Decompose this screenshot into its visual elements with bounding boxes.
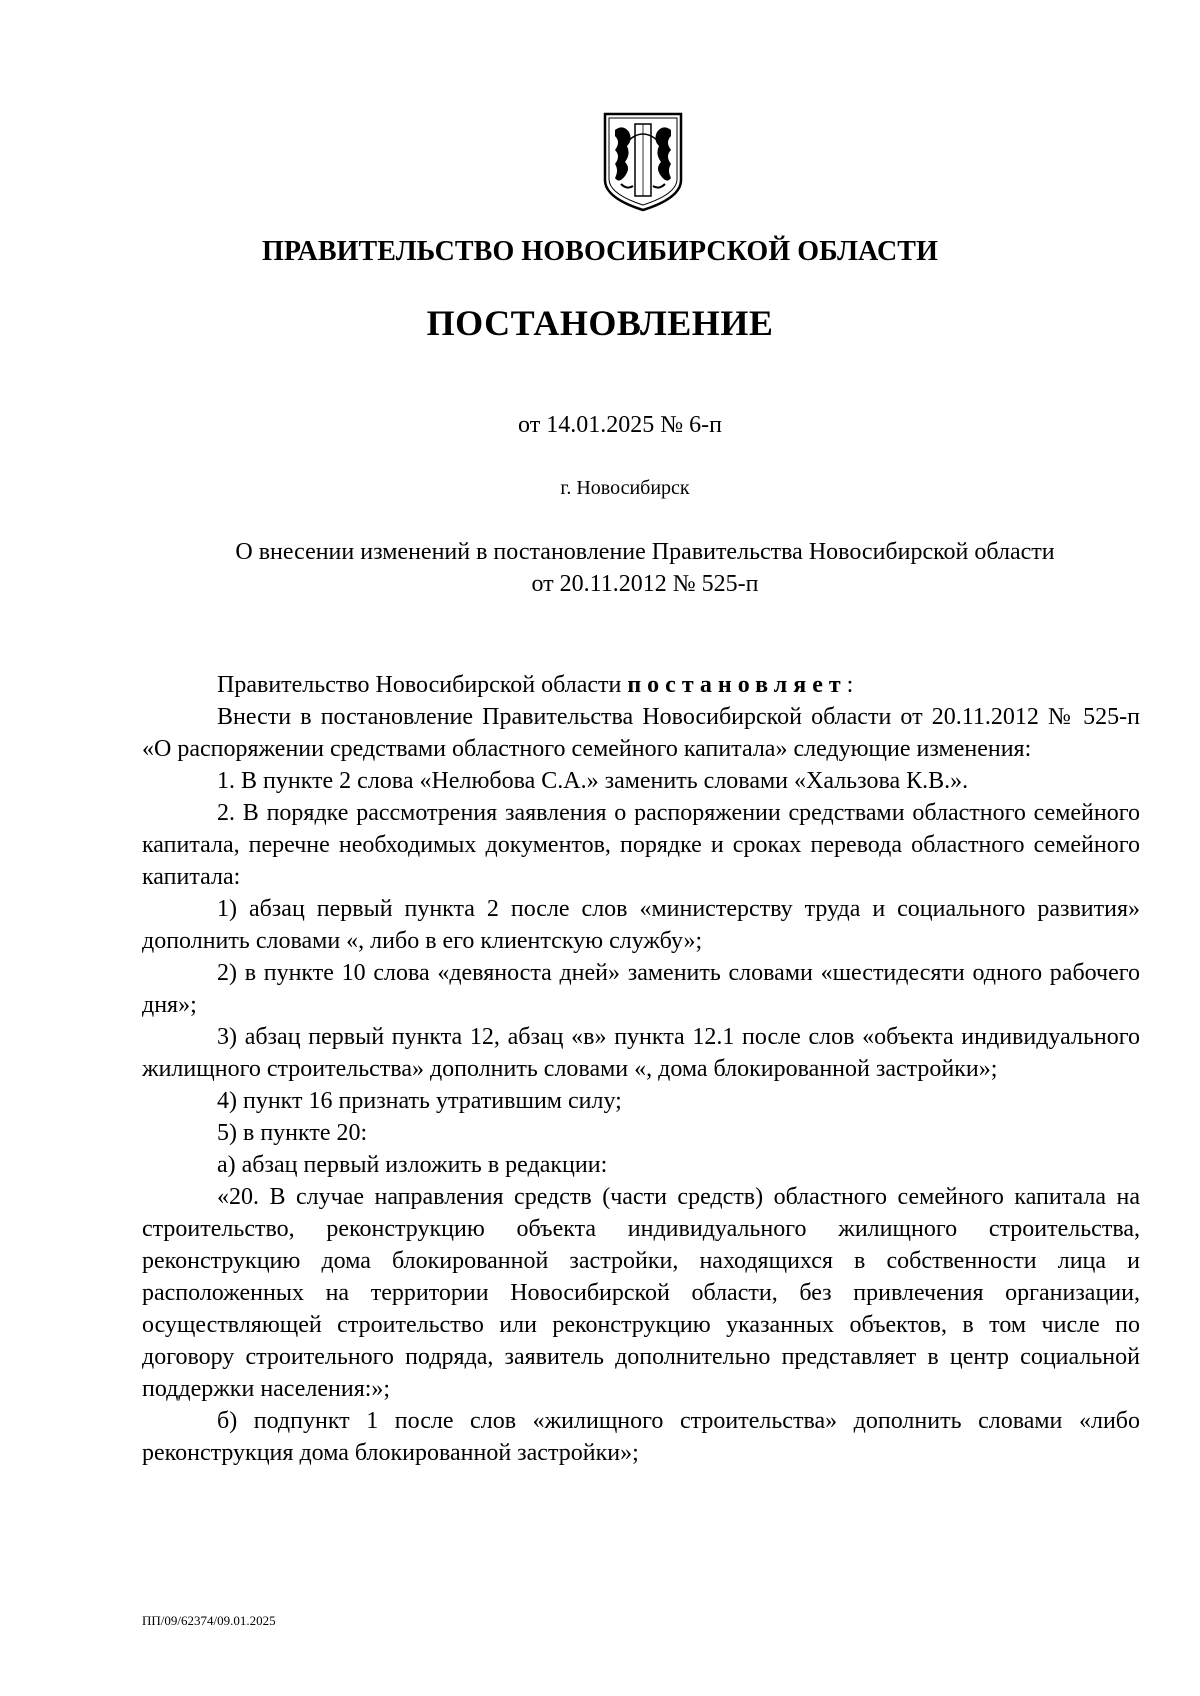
body-paragraph: 3) абзац первый пункта 12, абзац «в» пункта 12.1 после слов «объекта индивидуального жилищного строительства» дополнить словами «, дома блокированной застройки»; <box>142 1024 1140 1082</box>
body-paragraph: 1. В пункте 2 слова «Нелюбова С.А.» заменить словами «Хальзова К.В.». <box>217 768 969 794</box>
body-paragraph: б) подпункт 1 после слов «жилищного строительства» дополнить словами «либо реконструкция дома блокированной застройки»; <box>142 1408 1140 1466</box>
body-paragraph: Внести в постановление Правительства Новосибирской области от 20.11.2012 № 525-п «О распоряжении средствами областного семейного капитала» следующие изменения: <box>142 704 1140 762</box>
intro-spaced-word: постановляет <box>627 672 847 698</box>
novosibirsk-coat-of-arms-icon <box>601 110 685 214</box>
footer-document-code: ПП/09/62374/09.01.2025 <box>142 1613 276 1628</box>
document-body <box>142 669 1140 1469</box>
body-paragraph: «20. В случае направления средств (части средств) областного семейного капитала на строительство, реконструкцию объекта индивидуального жилищного строительства, реконструкцию дома блокированной застройки, находящихся в собственности лица и расположенных на территории Новосибирской области, без привлечения организации, осуществляющей строительство или реконструкцию указанных объектов, в том числе по договору строительного подряда, заявитель дополнительно представляет в центр социальной поддержки населения:»; <box>142 1184 1140 1402</box>
subject-line-1: О внесении изменений в постановление Правительства Новосибирской области <box>235 539 1055 565</box>
body-paragraph: 4) пункт 16 признать утратившим силу; <box>217 1088 622 1114</box>
body-paragraph: а) абзац первый изложить в редакции: <box>217 1152 608 1178</box>
document-type-title: ПОСТАНОВЛЕНИЕ <box>426 303 774 343</box>
intro-paragraph <box>142 669 1140 701</box>
body-paragraph: 5) в пункте 20: <box>217 1120 368 1146</box>
body-paragraph: 1) абзац первый пункта 2 после слов «министерству труда и социального развития» дополнить словами «, либо в его клиентскую службу»; <box>142 896 1140 954</box>
intro-text: Правительство Новосибирской области <box>217 672 628 698</box>
subject-line-2: от 20.11.2012 № 525-п <box>531 571 759 597</box>
document-city: г. Новосибирск <box>560 477 690 499</box>
body-paragraph: 2) в пункте 10 слова «девяноста дней» заменить словами «шестидесяти одного рабочего дня»; <box>142 960 1140 1018</box>
organization-title: ПРАВИТЕЛЬСТВО НОВОСИБИРСКОЙ ОБЛАСТИ <box>262 236 938 267</box>
body-paragraph: 2. В порядке рассмотрения заявления о распоряжении средствами областного семейного капитала, перечне необходимых документов, порядке и сроках перевода областного семейного капитала: <box>142 800 1140 890</box>
document-date-number: от 14.01.2025 № 6-п <box>518 412 722 438</box>
document-subject <box>150 536 1140 600</box>
intro-colon: : <box>846 672 854 698</box>
